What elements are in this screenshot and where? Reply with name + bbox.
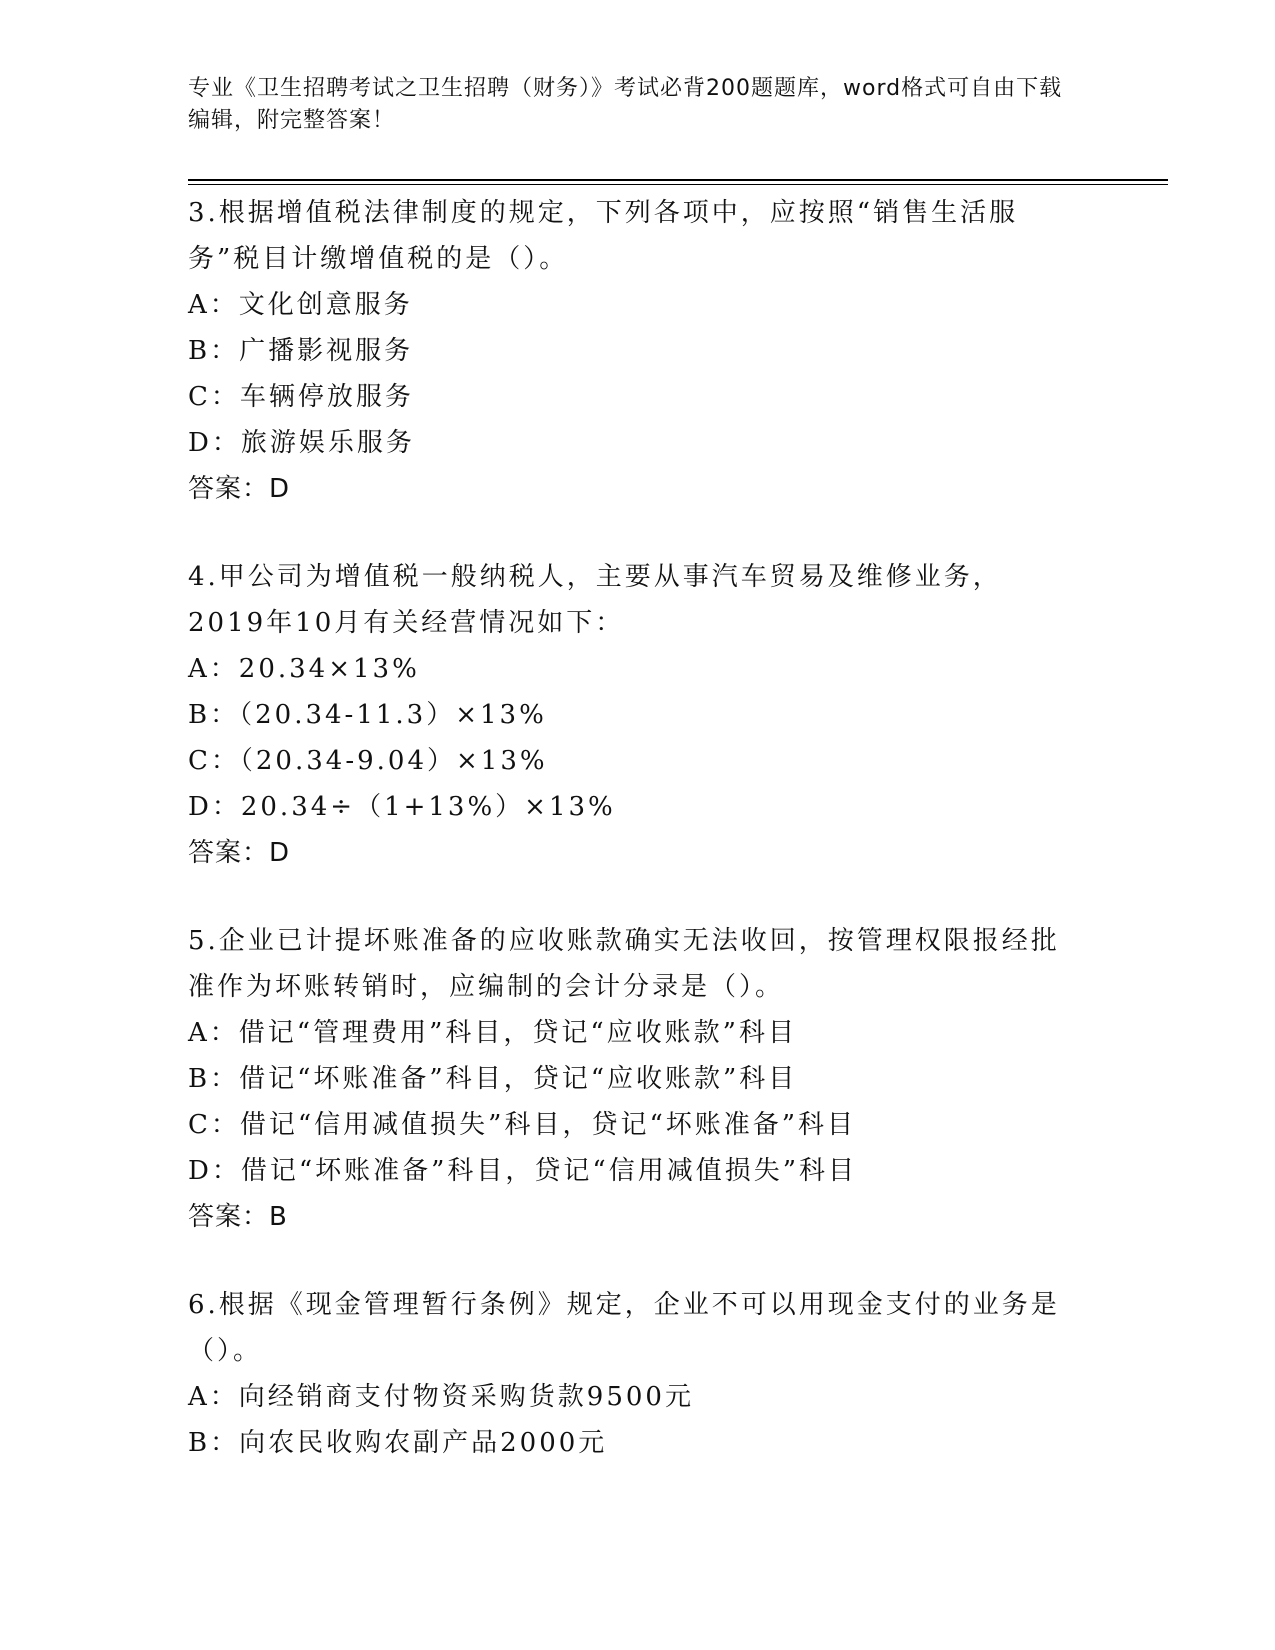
question-stem: 3.根据增值税法律制度的规定，下列各项中，应按照“销售生活服务”税目计缴增值税的是（）。 xyxy=(188,198,1019,274)
question-6 xyxy=(188,1282,1068,1466)
option-c: C：车辆停放服务 xyxy=(188,382,414,412)
question-4 xyxy=(188,554,1068,876)
option-a: A：借记“管理费用”科目，贷记“应收账款”科目 xyxy=(188,1018,797,1048)
option-d: D：借记“坏账准备”科目，贷记“信用减值损失”科目 xyxy=(188,1156,858,1186)
question-stem: 4.甲公司为增值税一般纳税人，主要从事汽车贸易及维修业务，2019年10月有关经营情况如下： xyxy=(188,562,1002,638)
option-b: B：向农民收购农副产品2000元 xyxy=(188,1428,608,1458)
header-rule-thick xyxy=(188,179,1168,181)
option-a: A：向经销商支付物资采购货款9500元 xyxy=(188,1382,694,1412)
question-5 xyxy=(188,918,1068,1240)
option-a: A：20.34×13% xyxy=(188,654,420,684)
question-stem: 6.根据《现金管理暂行条例》规定，企业不可以用现金支付的业务是（）。 xyxy=(188,1290,1060,1366)
header-rule-thin xyxy=(188,184,1168,185)
question-3 xyxy=(188,190,1068,512)
question-list xyxy=(188,190,1068,1508)
option-c: C：（20.34-9.04）×13% xyxy=(188,746,548,776)
document-header: 专业《卫生招聘考试之卫生招聘（财务）》考试必背200题题库，word格式可自由下载编辑，附完整答案！ xyxy=(188,76,1063,133)
answer-line: 答案：B xyxy=(188,1202,288,1232)
option-b: B：（20.34-11.3）×13% xyxy=(188,700,547,730)
answer-line: 答案：D xyxy=(188,838,291,868)
option-b: B：借记“坏账准备”科目，贷记“应收账款”科目 xyxy=(188,1064,798,1094)
option-a: A：文化创意服务 xyxy=(188,290,413,320)
answer-line: 答案：D xyxy=(188,474,291,504)
question-stem: 5.企业已计提坏账准备的应收账款确实无法收回，按管理权限报经批准作为坏账转销时，应编制的会计分录是（）。 xyxy=(188,926,1060,1002)
option-c: C：借记“信用减值损失”科目，贷记“坏账准备”科目 xyxy=(188,1110,857,1140)
option-b: B：广播影视服务 xyxy=(188,336,414,366)
option-d: D：旅游娱乐服务 xyxy=(188,428,415,458)
option-d: D：20.34÷（1+13%）×13% xyxy=(188,792,616,822)
